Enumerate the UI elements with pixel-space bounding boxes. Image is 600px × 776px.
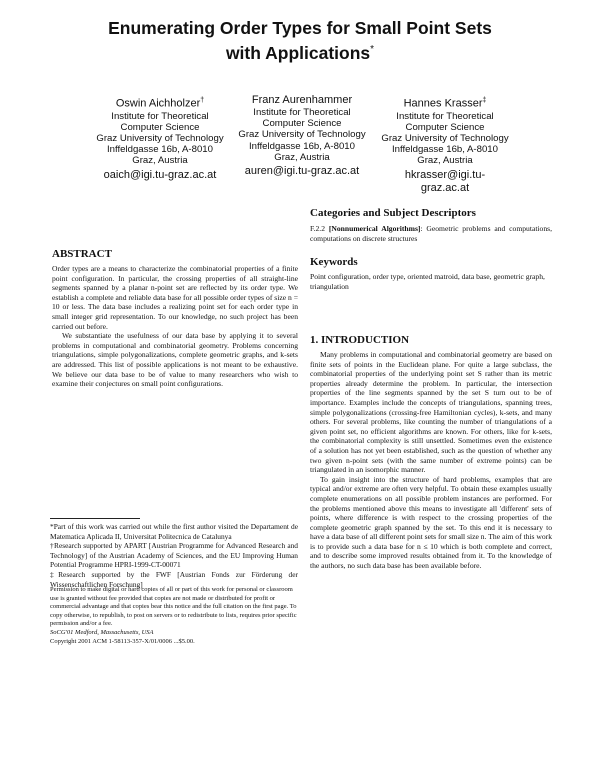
categories-text: : Geometric problems and computations, computations on discrete structures [310,224,552,243]
author-1-affil-3: Graz University of Technology [96,133,224,145]
footnote-3: ‡Research supported by the FWF [Austrian Fonds zur Förderung der Wissenschaftlichen Forschung] [50,569,298,589]
copyright-line: Copyright 2001 ACM 1-58113-357-X/01/0006 ...$5.00. [50,637,195,645]
keywords-heading: Keywords [310,256,358,268]
categories-body [310,224,552,243]
paper-title [60,18,540,64]
author-3-email[interactable] [370,169,520,195]
title-line-2 [60,39,540,64]
abstract-paragraph-2: We substantiate the usefulness of our data base by applying it to several problems in computational and combinatorial geometry. Problems concerning triangulations, simple polygonalizations, complete geometric graphs, and k-sets are addressed. This list of possible applications is not meant to be exhaustive. We believe our data base to be of value to many researchers who wish to examine their conjectures on small point configurations. [52,331,298,389]
author-1-affil-4: Inffeldgasse 16b, A-8010 [107,144,213,156]
categories-code: F.2.2 [310,224,326,233]
author-name-3 [370,94,520,111]
title-line-1: Enumerating Order Types for Small Point Sets [108,18,492,38]
author-name-2-text: Franz Aurenhammer [251,94,353,106]
introduction-body [310,350,552,571]
author-block-1 [85,94,235,182]
permission-text: Permission to make digital or hard copies of all or part of this work for personal or classroom use is granted without fee provided that copies are not made or distributed for profit or commercial advantage and that copies bear this notice and the full citation on the first page. To copy otherwise, to republish, to post on servers or to redistribute to lists, requires prior specific permission and/or a fee. [50,586,297,628]
author-name-2 [227,94,377,107]
footnote-2: †Research supported by APART [Austrian Programme for Advanced Research and Technology] of the Austrian Academy of Sciences, and the EU Improving Human Potential Programme HPRI-1999-CT-00071 [50,541,298,570]
conference-line: SoCG'01 Medford, Massachusetts, USA [50,628,154,636]
permission-block [50,586,298,646]
author-1-marker: † [200,97,205,104]
abstract-heading: ABSTRACT [52,248,112,260]
title-footnote-marker: * [370,44,375,55]
author-name-1 [85,94,235,111]
author-2-affil-3: Graz University of Technology [238,129,366,141]
introduction-paragraph-2: To gain insight into the structure of hard problems, examples that are typical and/or extreme are often very helpful. To obtain these examples usually complete enumerations on all possible problem instances are performed. For the problems mentioned above this means to investigate all 'different' sets of points, where difference is with respect to the crossing properties of the complete geometric graph spanned by the set. To this end it is necessary to have a data base of all different point sets for small size n. The aim of this work is to provide such a data base for n ≤ 10 which is both complete and correct, and to describe some improved results obtained from it. To the knowledge of the authors, no such data base has been available before. [310,474,552,571]
author-2-affil-4: Inffeldgasse 16b, A-8010 [249,140,355,152]
author-block-3 [370,94,520,195]
author-2-affil-5: Graz, Austria [274,151,330,163]
author-3-affil-3: Graz University of Technology [381,133,509,145]
author-2-email[interactable]: auren@igi.tu-graz.ac.at [244,165,360,178]
author-3-affil-4: Inffeldgasse 16b, A-8010 [392,144,498,156]
author-1-email[interactable]: oaich@igi.tu-graz.ac.at [103,168,217,181]
author-name-3-text: Hannes Krasser [403,97,483,110]
author-3-email-line-2: graz.ac.at [420,181,470,194]
author-3-email-line-1: hkrasser@igi.tu- [404,168,486,181]
introduction-paragraph-1: Many problems in computational and combinatorial geometry are based on finite sets of points in the Euclidean plane. For quite a large subclass, the combinatorial properties of the underlying point set S rather than its metric properties already determine the problem. In particular, the intersection properties of the line segments spanned by the set S turn out to be of importance. Examples include the concepts of triangulations, spanning trees, simple polygonalizations (crossing-free Hamiltonian cycles), k-sets, and many others. For several problems, like counting the number of triangulations of a given point set, no efficient algorithms are known. For others, like for k-sets, the combinatorial complexity is still unsettled. Sometimes even the existence of a solution has not yet been established, such as the question of whether any two given n-point sets (with the same number of extreme points) can be triangulated in an isomorphic manner. [310,350,552,475]
abstract-body [52,264,298,389]
title-line-2-text: with Applications [225,42,371,63]
author-2-affil-1: Institute for Theoretical [253,107,351,118]
footnote-1: *Part of this work was carried out while the first author visited the Departament de Matematica Aplicada II, Universitat Politecnica de Catalunya [50,522,298,541]
abstract-paragraph-1: Order types are a means to characterize the combinatorial properties of a finite point configuration. In particular, the crossing properties of all straight-line segments spanned by a planar n-point set are reflected by its order type. We establish a complete and reliable data base for all possible order types of size n = 10 or less. The data base includes a realizing point set for each order type in small integer grid representation. To our knowledge, no such project has been carried out before. [52,264,298,331]
author-3-affil-2: Computer Science [405,121,485,133]
author-1-affil-5: Graz, Austria [132,155,188,167]
author-name-1-text: Oswin Aichholzer [115,97,201,110]
author-3-marker: ‡ [482,97,487,104]
author-2-affil-2: Computer Science [262,118,342,130]
keywords-body: Point configuration, order type, oriented matroid, data base, geometric graph, triangulation [310,272,545,291]
introduction-heading: 1. INTRODUCTION [310,334,410,346]
author-1-affil-1: Institute for Theoretical [111,110,209,122]
author-block-2 [227,94,377,178]
author-3-affil-5: Graz, Austria [417,155,473,167]
categories-label: [Nonnumerical Algorithms] [328,224,421,233]
footnotes [50,518,298,589]
footnote-rule [50,518,140,519]
author-1-affil-2: Computer Science [120,121,200,133]
categories-heading: Categories and Subject Descriptors [310,207,476,219]
author-3-affil-1: Institute for Theoretical [396,110,494,122]
